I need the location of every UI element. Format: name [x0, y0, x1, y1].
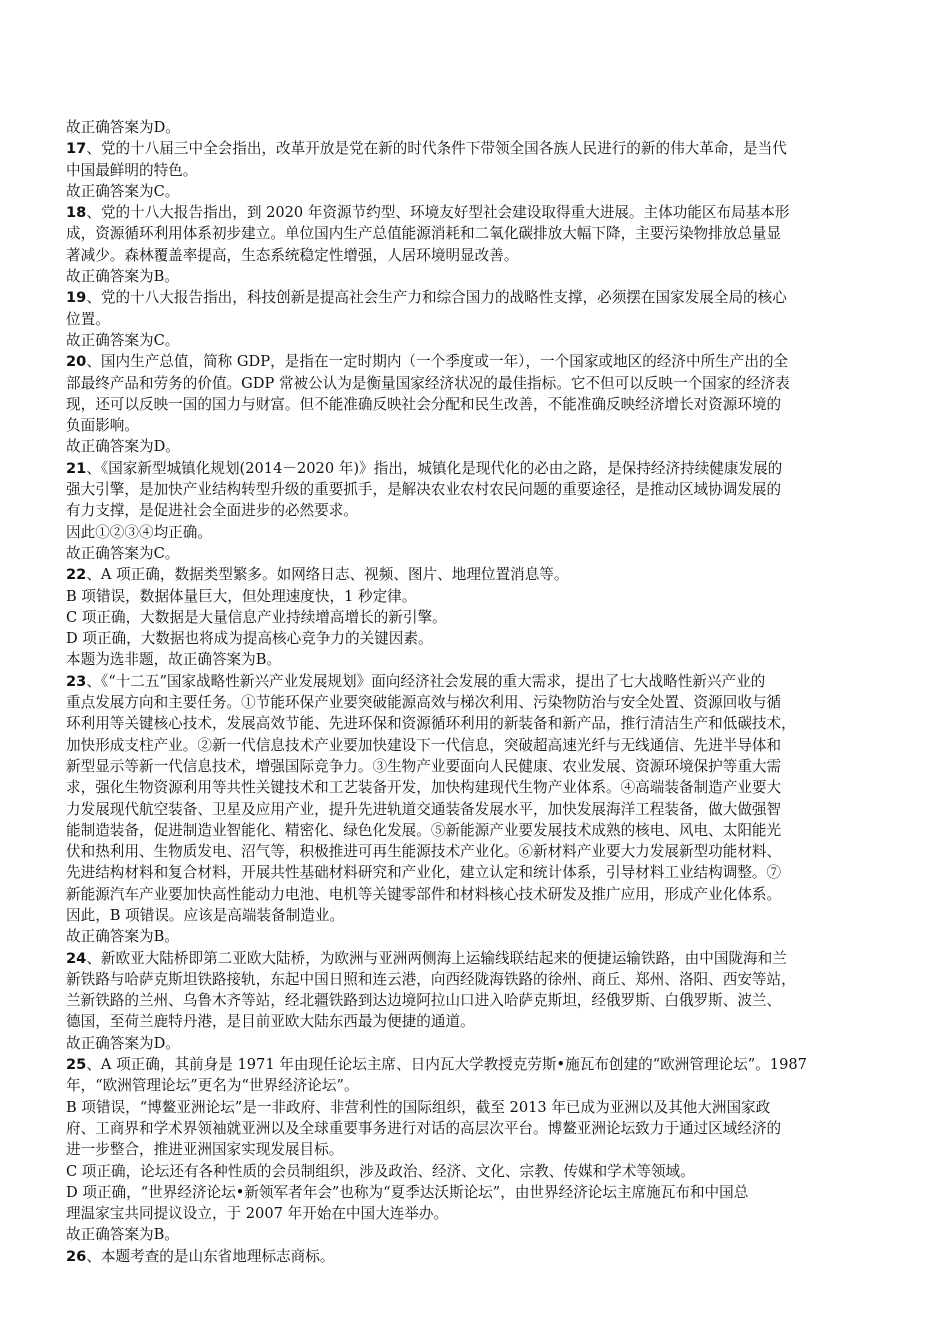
text-line — [66, 202, 890, 223]
text-line — [66, 948, 890, 969]
text-line — [66, 671, 890, 692]
text-line — [66, 905, 890, 926]
line-text: 力发展现代航空装备、卫星及应用产业，提升先进轨道交通装备发展水平，加快发展海洋工程装备，做大做强智 — [66, 800, 782, 818]
line-text: 进一步整合，推进亚洲国家实现发展目标。 — [66, 1141, 344, 1159]
text-line — [66, 117, 890, 138]
text-line — [66, 1182, 890, 1203]
question-number: 26 — [66, 1247, 87, 1265]
text-line — [66, 351, 890, 372]
text-line — [66, 969, 890, 990]
line-text: 故正确答案为D。 — [66, 119, 180, 136]
line-text: 重点发展方向和主要任务。①节能环保产业要突破能源高效与梯次利用、污染物防治与安全处置、资源回收与循 — [66, 694, 782, 712]
line-text: 、《“十二五”国家战略性新兴产业发展规划》面向经济社会发展的重大需求，提出了七大战略性新兴产业的 — [86, 672, 766, 690]
line-text: 因此，B 项错误。应该是高端装备制造业。 — [66, 906, 345, 924]
line-text: 故正确答案为C。 — [66, 331, 180, 349]
text-line — [66, 713, 890, 734]
line-text: 成，资源循环利用体系初步建立。单位国内生产总值能源消耗和二氧化碳排放大幅下降，主要污染物排放总量显 — [66, 225, 782, 243]
line-text: D 项正确，“世界经济论坛•新领军者年会”也称为“夏季达沃斯论坛”，由世界经济论坛主席施瓦布和中国总 — [66, 1183, 749, 1201]
text-line — [66, 394, 890, 415]
text-line — [66, 1161, 890, 1182]
text-line — [66, 479, 890, 500]
question-number: 25 — [66, 1056, 87, 1074]
text-line — [66, 245, 890, 266]
text-line — [66, 436, 890, 457]
line-text: 能制造装备，促进制造业智能化、精密化、绿色化发展。⑤新能源产业要发展技术成熟的核电、风电、太阳能光 — [66, 821, 782, 839]
line-text: 、党的十八大报告指出，科技创新是提高社会生产力和综合国力的战略性支撑，必须摆在国家发展全局的核心 — [86, 289, 787, 307]
text-line — [66, 458, 890, 479]
line-text: 、A 项正确，其前身是 1971 年由现任论坛主席、日内瓦大学教授克劳斯•施瓦布创建的“欧洲管理论坛”。1987 — [86, 1056, 807, 1074]
text-line — [66, 862, 890, 883]
question-number: 20 — [66, 353, 87, 371]
text-line — [66, 926, 890, 947]
line-text: 强大引擎，是加快产业结构转型升级的重要抓手，是解决农业农村农民问题的重要途径，是推动区域协调发展的 — [66, 481, 782, 499]
text-line — [66, 181, 890, 202]
line-text: 有力支撑，是促进社会全面进步的必然要求。 — [66, 502, 358, 520]
question-number: 22 — [66, 566, 87, 584]
line-text: 负面影响。 — [66, 417, 139, 435]
text-line — [66, 138, 890, 159]
text-line — [66, 223, 890, 244]
text-line — [66, 543, 890, 564]
line-text: 新能源汽车产业要加快高性能动力电池、电机等关键零部件和材料核心技术研发及推广应用，形成产业化体系。 — [66, 885, 782, 903]
line-text: B 项错误，“博鳌亚洲论坛”是一非政府、非营利性的国际组织，截至 2013 年已成为亚洲以及其他大洲国家政 — [66, 1098, 771, 1116]
line-text: 中国最鲜明的特色。 — [66, 161, 198, 179]
text-line — [66, 1203, 890, 1224]
line-text: 年，“欧洲管理论坛”更名为“世界经济论坛”。 — [66, 1077, 359, 1095]
text-line — [66, 692, 890, 713]
text-line — [66, 415, 890, 436]
line-text: 因此①②③④均正确。 — [66, 523, 212, 541]
text-line — [66, 564, 890, 585]
text-line — [66, 500, 890, 521]
question-number: 19 — [66, 289, 87, 307]
line-text: D 项正确，大数据也将成为提高核心竞争力的关键因素。 — [66, 630, 433, 648]
line-text: 故正确答案为C。 — [66, 182, 180, 200]
line-text: 现，还可以反映一国的国力与财富。但不能准确反映社会分配和民生改善，不能准确反映经济增长对资源环境的 — [66, 395, 782, 413]
text-line — [66, 1075, 890, 1096]
text-line — [66, 607, 890, 628]
line-text: 位置。 — [66, 310, 110, 328]
line-text: 、党的十八大报告指出，到 2020 年资源节约型、环境友好型社会建设取得重大进展。主体功能区布局基本形 — [86, 204, 790, 222]
line-text: 求，强化生物资源利用等共性关键技术和工艺装备开发，加快构建现代生物产业体系。④高端装备制造产业要大 — [66, 779, 782, 797]
line-text: 故正确答案为B。 — [66, 268, 179, 286]
line-text: 、党的十八届三中全会指出，改革开放是党在新的时代条件下带领全国各族人民进行的新的伟大革命，是当代 — [86, 140, 787, 158]
line-text: C 项正确，大数据是大量信息产业持续增高增长的新引擎。 — [66, 608, 447, 626]
question-number: 21 — [66, 459, 87, 477]
line-text: 、新欧亚大陆桥即第二亚欧大陆桥，为欧洲与亚洲两侧海上运输线联结起来的便捷运输铁路，由中国陇海和兰 — [86, 949, 787, 967]
line-text: C 项正确，论坛还有各种性质的会员制组织，涉及政治、经济、文化、宗教、传媒和学术等领域。 — [66, 1162, 695, 1180]
line-text: 故正确答案为B。 — [66, 1226, 179, 1244]
text-line — [66, 1033, 890, 1054]
line-text: 伏和热利用、生物质发电、沼气等，积极推进可再生能源技术产业化。⑥新材料产业要大力发展新型功能材料、 — [66, 843, 782, 861]
text-line — [66, 1118, 890, 1139]
text-line — [66, 287, 890, 308]
question-number: 24 — [66, 949, 87, 967]
line-text: 、《国家新型城镇化规划(2014－2020 年)》指出，城镇化是现代化的必由之路，是保持经济持续健康发展的 — [86, 459, 783, 477]
line-text: 、本题考查的是山东省地理标志商标。 — [86, 1247, 335, 1265]
text-line — [66, 522, 890, 543]
line-text: 故正确答案为B。 — [66, 928, 179, 946]
question-number: 23 — [66, 672, 87, 690]
line-text: B 项错误，数据体量巨大，但处理速度快，1 秒定律。 — [66, 587, 417, 605]
line-text: 故正确答案为C。 — [66, 544, 180, 562]
line-text: 加快形成支柱产业。②新一代信息技术产业要加快建设下一代信息，突破超高速光纤与无线通信、先进半导体和 — [66, 736, 782, 754]
text-line — [66, 735, 890, 756]
line-text: 环利用等关键核心技术，发展高效节能、先进环保和资源循环利用的新装备和新产品，推行清洁生产和低碳技术， — [66, 715, 796, 733]
text-line — [66, 1246, 890, 1267]
text-line — [66, 373, 890, 394]
text-line — [66, 1139, 890, 1160]
text-line — [66, 799, 890, 820]
text-line — [66, 756, 890, 777]
line-text: 德国，至荷兰鹿特丹港，是目前亚欧大陆东西最为便捷的通道。 — [66, 1013, 475, 1031]
text-line — [66, 1011, 890, 1032]
line-text: 兰新铁路的兰州、乌鲁木齐等站，经北疆铁路到达边境阿拉山口进入哈萨克斯坦，经俄罗斯、白俄罗斯、波兰、 — [66, 992, 782, 1010]
text-line — [66, 649, 890, 670]
question-number: 17 — [66, 140, 87, 158]
line-text: 府、工商界和学术界领袖就亚洲以及全球重要事务进行对话的高层次平台。博鳌亚洲论坛致力于通过区域经济的 — [66, 1119, 782, 1137]
text-line — [66, 309, 890, 330]
question-number: 18 — [66, 204, 87, 222]
line-text: 部最终产品和劳务的价值。GDP 常被公认为是衡量国家经济状况的最佳指标。它不但可以反映一个国家的经济表 — [66, 374, 790, 392]
text-line — [66, 1097, 890, 1118]
text-line — [66, 266, 890, 287]
text-line — [66, 820, 890, 841]
text-line — [66, 160, 890, 181]
text-line — [66, 586, 890, 607]
line-text: 先进结构材料和复合材料，开展共性基础材料研究和产业化，建立认定和统计体系，引导材料工业结构调整。⑦ — [66, 864, 782, 882]
text-line — [66, 777, 890, 798]
text-line — [66, 628, 890, 649]
line-text: 新铁路与哈萨克斯坦铁路接轨，东起中国日照和连云港，向西经陇海铁路的徐州、商丘、郑州、洛阳、西安等站， — [66, 970, 796, 988]
text-line — [66, 990, 890, 1011]
line-text: 故正确答案为D。 — [66, 438, 180, 456]
text-line — [66, 1054, 890, 1075]
line-text: 著减少。森林覆盖率提高，生态系统稳定性增强，人居环境明显改善。 — [66, 246, 519, 264]
line-text: 、A 项正确，数据类型繁多。如网络日志、视频、图片、地理位置消息等。 — [86, 566, 569, 584]
text-line — [66, 330, 890, 351]
line-text: 理温家宝共同提议设立，于 2007 年开始在中国大连举办。 — [66, 1205, 449, 1223]
text-line — [66, 1224, 890, 1245]
text-line — [66, 841, 890, 862]
line-text: 新型显示等新一代信息技术，增强国际竞争力。③生物产业要面向人民健康、农业发展、资源环境保护等重大需 — [66, 757, 782, 775]
line-text: 本题为选非题，故正确答案为B。 — [66, 651, 282, 669]
text-line — [66, 884, 890, 905]
line-text: 、国内生产总值，简称 GDP，是指在一定时期内（一个季度或一年），一个国家或地区的经济中所生产出的全 — [86, 353, 789, 371]
line-text: 故正确答案为D。 — [66, 1034, 180, 1052]
